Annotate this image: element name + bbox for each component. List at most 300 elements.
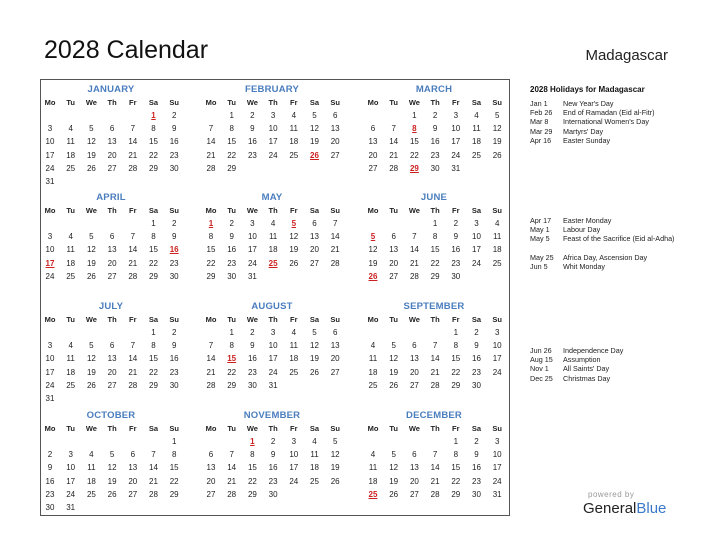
day-cell[interactable]: 25 — [289, 150, 299, 160]
day-cell[interactable]: 31 — [492, 489, 502, 499]
day-cell[interactable]: 10 — [268, 341, 278, 351]
day-cell[interactable]: 24 — [472, 258, 481, 268]
day-cell[interactable]: 12 — [289, 232, 299, 242]
day-cell[interactable]: 29 — [206, 271, 216, 281]
day-cell[interactable]: 14 — [227, 463, 237, 473]
day-cell[interactable]: 2 — [171, 111, 177, 120]
day-cell[interactable]: 4 — [89, 450, 94, 460]
day-cell[interactable]: 17 — [492, 354, 502, 364]
day-cell[interactable]: 9 — [474, 341, 479, 351]
day-cell[interactable]: 14 — [206, 354, 216, 364]
day-cell[interactable]: 28 — [330, 258, 340, 268]
day-cell[interactable]: 22 — [451, 476, 461, 486]
day-cell[interactable]: 21 — [128, 258, 138, 268]
day-cell[interactable]: 19 — [310, 137, 319, 147]
day-cell[interactable]: 21 — [206, 150, 216, 160]
day-cell[interactable]: 10 — [492, 341, 502, 351]
day-cell[interactable]: 7 — [332, 219, 338, 228]
day-cell[interactable]: 18 — [289, 137, 299, 147]
holiday-day-cell[interactable]: 16 — [169, 245, 179, 255]
day-cell[interactable]: 20 — [330, 354, 340, 364]
day-cell[interactable]: 14 — [128, 354, 138, 364]
day-cell[interactable]: 21 — [430, 367, 440, 377]
day-cell[interactable]: 11 — [87, 463, 96, 473]
day-cell[interactable]: 8 — [432, 232, 438, 242]
day-cell[interactable]: 23 — [451, 258, 461, 268]
day-cell[interactable]: 29 — [149, 163, 158, 173]
day-cell[interactable]: 19 — [86, 150, 96, 160]
day-cell[interactable]: 4 — [312, 437, 317, 446]
day-cell[interactable]: 22 — [206, 258, 216, 268]
day-cell[interactable]: 1 — [453, 328, 459, 337]
day-cell[interactable]: 15 — [149, 245, 158, 255]
day-cell[interactable]: 28 — [128, 271, 138, 281]
day-cell[interactable]: 8 — [171, 450, 177, 460]
day-cell[interactable]: 27 — [330, 150, 340, 160]
day-cell[interactable]: 15 — [227, 137, 237, 147]
day-cell[interactable]: 26 — [289, 258, 299, 268]
day-cell[interactable]: 11 — [493, 232, 502, 242]
day-cell[interactable]: 29 — [227, 163, 237, 173]
day-cell[interactable]: 14 — [128, 245, 138, 255]
day-cell[interactable]: 30 — [169, 271, 179, 281]
day-cell[interactable]: 20 — [107, 258, 117, 268]
day-cell[interactable]: 28 — [227, 489, 237, 499]
day-cell[interactable]: 20 — [107, 150, 117, 160]
day-cell[interactable]: 20 — [128, 476, 138, 486]
day-cell[interactable]: 6 — [332, 111, 338, 120]
day-cell[interactable]: 19 — [389, 367, 399, 377]
day-cell[interactable]: 2 — [453, 219, 459, 228]
day-cell[interactable]: 28 — [206, 380, 216, 390]
day-cell[interactable]: 17 — [66, 476, 76, 486]
day-cell[interactable]: 24 — [247, 258, 257, 268]
holiday-day-cell[interactable]: 26 — [368, 271, 378, 281]
day-cell[interactable]: 4 — [370, 341, 376, 351]
day-cell[interactable]: 1 — [453, 437, 459, 446]
day-cell[interactable]: 23 — [472, 367, 481, 377]
day-cell[interactable]: 24 — [268, 367, 278, 377]
day-cell[interactable]: 5 — [89, 232, 94, 242]
day-cell[interactable]: 8 — [453, 341, 459, 351]
day-cell[interactable]: 2 — [432, 111, 438, 120]
day-cell[interactable]: 11 — [289, 124, 298, 134]
day-cell[interactable]: 4 — [68, 124, 73, 134]
day-cell[interactable]: 30 — [169, 380, 179, 390]
day-cell[interactable]: 31 — [451, 163, 461, 173]
day-cell[interactable]: 17 — [289, 463, 299, 473]
day-cell[interactable]: 7 — [432, 341, 438, 351]
day-cell[interactable]: 8 — [151, 341, 156, 351]
day-cell[interactable]: 20 — [389, 258, 399, 268]
day-cell[interactable]: 13 — [330, 341, 340, 351]
day-cell[interactable]: 3 — [250, 219, 255, 228]
day-cell[interactable]: 12 — [492, 124, 502, 134]
day-cell[interactable]: 7 — [208, 124, 214, 134]
day-cell[interactable]: 15 — [206, 245, 216, 255]
day-cell[interactable]: 3 — [270, 111, 276, 120]
day-cell[interactable]: 18 — [472, 137, 481, 147]
day-cell[interactable]: 4 — [291, 328, 297, 337]
day-cell[interactable]: 12 — [86, 137, 96, 147]
day-cell[interactable]: 25 — [492, 258, 502, 268]
day-cell[interactable]: 21 — [389, 150, 399, 160]
day-cell[interactable]: 3 — [494, 437, 500, 446]
day-cell[interactable]: 25 — [66, 271, 76, 281]
day-cell[interactable]: 6 — [208, 450, 214, 460]
day-cell[interactable]: 6 — [312, 219, 317, 228]
day-cell[interactable]: 30 — [268, 489, 278, 499]
day-cell[interactable]: 18 — [66, 367, 76, 377]
day-cell[interactable]: 16 — [169, 354, 179, 364]
day-cell[interactable]: 10 — [45, 137, 55, 147]
day-cell[interactable]: 23 — [430, 150, 440, 160]
day-cell[interactable]: 21 — [227, 476, 237, 486]
day-cell[interactable]: 8 — [208, 232, 214, 242]
day-cell[interactable]: 14 — [149, 463, 158, 473]
day-cell[interactable]: 3 — [474, 219, 479, 228]
day-cell[interactable]: 30 — [247, 380, 257, 390]
day-cell[interactable]: 22 — [227, 367, 237, 377]
day-cell[interactable]: 20 — [310, 245, 319, 255]
day-cell[interactable]: 21 — [128, 367, 138, 377]
brand-logo[interactable] — [583, 500, 666, 517]
day-cell[interactable]: 27 — [107, 163, 117, 173]
holiday-day-cell[interactable]: 5 — [370, 232, 376, 242]
day-cell[interactable]: 29 — [149, 271, 158, 281]
day-cell[interactable]: 30 — [451, 271, 461, 281]
day-cell[interactable]: 1 — [229, 111, 234, 120]
day-cell[interactable]: 20 — [107, 367, 117, 377]
day-cell[interactable]: 11 — [310, 450, 319, 460]
holiday-day-cell[interactable]: 26 — [310, 150, 319, 160]
day-cell[interactable]: 8 — [151, 124, 156, 134]
day-cell[interactable]: 6 — [332, 328, 338, 337]
day-cell[interactable]: 27 — [330, 367, 340, 377]
day-cell[interactable]: 13 — [107, 245, 117, 255]
day-cell[interactable]: 16 — [247, 137, 257, 147]
day-cell[interactable]: 23 — [472, 476, 481, 486]
day-cell[interactable]: 7 — [151, 450, 156, 460]
day-cell[interactable]: 13 — [368, 137, 378, 147]
day-cell[interactable]: 3 — [453, 111, 459, 120]
day-cell[interactable]: 28 — [206, 163, 216, 173]
day-cell[interactable]: 16 — [472, 354, 481, 364]
holiday-day-cell[interactable]: 15 — [227, 354, 237, 364]
day-cell[interactable]: 11 — [66, 245, 75, 255]
day-cell[interactable]: 28 — [409, 271, 419, 281]
day-cell[interactable]: 3 — [291, 437, 297, 446]
day-cell[interactable]: 29 — [451, 489, 461, 499]
day-cell[interactable]: 15 — [247, 463, 257, 473]
day-cell[interactable]: 18 — [66, 150, 76, 160]
day-cell[interactable]: 13 — [206, 463, 216, 473]
day-cell[interactable]: 5 — [391, 450, 396, 460]
day-cell[interactable]: 13 — [330, 124, 340, 134]
day-cell[interactable]: 9 — [250, 341, 255, 351]
holiday-day-cell[interactable]: 25 — [368, 489, 378, 499]
day-cell[interactable]: 9 — [171, 124, 177, 134]
day-cell[interactable]: 15 — [430, 245, 440, 255]
day-cell[interactable]: 28 — [128, 380, 138, 390]
day-cell[interactable]: 31 — [268, 380, 278, 390]
day-cell[interactable]: 27 — [409, 380, 419, 390]
day-cell[interactable]: 3 — [47, 124, 53, 134]
day-cell[interactable]: 6 — [130, 450, 136, 460]
day-cell[interactable]: 5 — [312, 111, 317, 120]
day-cell[interactable]: 25 — [310, 476, 319, 486]
holiday-day-cell[interactable]: 1 — [151, 111, 156, 120]
day-cell[interactable]: 28 — [128, 163, 138, 173]
day-cell[interactable]: 17 — [247, 245, 257, 255]
day-cell[interactable]: 18 — [310, 463, 319, 473]
day-cell[interactable]: 11 — [472, 124, 481, 134]
day-cell[interactable]: 19 — [368, 258, 378, 268]
day-cell[interactable]: 4 — [270, 219, 276, 228]
day-cell[interactable]: 22 — [430, 258, 440, 268]
day-cell[interactable]: 9 — [270, 450, 276, 460]
day-cell[interactable]: 19 — [310, 354, 319, 364]
day-cell[interactable]: 10 — [492, 450, 502, 460]
day-cell[interactable]: 22 — [169, 476, 179, 486]
day-cell[interactable]: 19 — [492, 137, 502, 147]
day-cell[interactable]: 4 — [370, 450, 376, 460]
day-cell[interactable]: 11 — [368, 463, 378, 473]
day-cell[interactable]: 7 — [432, 450, 438, 460]
day-cell[interactable]: 9 — [250, 124, 255, 134]
day-cell[interactable]: 9 — [171, 341, 177, 351]
day-cell[interactable]: 2 — [250, 111, 255, 120]
day-cell[interactable]: 26 — [86, 163, 96, 173]
day-cell[interactable]: 21 — [330, 245, 340, 255]
day-cell[interactable]: 19 — [289, 245, 299, 255]
day-cell[interactable]: 14 — [389, 137, 399, 147]
day-cell[interactable]: 23 — [247, 150, 257, 160]
day-cell[interactable]: 7 — [229, 450, 234, 460]
day-cell[interactable]: 9 — [47, 463, 53, 473]
day-cell[interactable]: 25 — [66, 163, 76, 173]
day-cell[interactable]: 12 — [107, 463, 117, 473]
day-cell[interactable]: 27 — [310, 258, 319, 268]
day-cell[interactable]: 20 — [368, 150, 378, 160]
day-cell[interactable]: 23 — [169, 367, 179, 377]
day-cell[interactable]: 11 — [66, 137, 75, 147]
day-cell[interactable]: 2 — [171, 328, 177, 337]
day-cell[interactable]: 11 — [66, 354, 75, 364]
day-cell[interactable]: 13 — [107, 137, 117, 147]
day-cell[interactable]: 3 — [270, 328, 276, 337]
day-cell[interactable]: 26 — [492, 150, 502, 160]
day-cell[interactable]: 22 — [149, 258, 158, 268]
day-cell[interactable]: 24 — [45, 163, 55, 173]
day-cell[interactable]: 14 — [430, 354, 440, 364]
day-cell[interactable]: 26 — [310, 367, 319, 377]
day-cell[interactable]: 29 — [149, 380, 158, 390]
day-cell[interactable]: 2 — [229, 219, 234, 228]
day-cell[interactable]: 19 — [86, 258, 96, 268]
day-cell[interactable]: 22 — [227, 150, 237, 160]
day-cell[interactable]: 18 — [368, 367, 378, 377]
day-cell[interactable]: 9 — [229, 232, 234, 242]
day-cell[interactable]: 15 — [451, 463, 461, 473]
day-cell[interactable]: 5 — [494, 111, 500, 120]
day-cell[interactable]: 8 — [229, 124, 234, 134]
day-cell[interactable]: 2 — [474, 328, 479, 337]
day-cell[interactable]: 29 — [430, 271, 440, 281]
day-cell[interactable]: 22 — [451, 367, 461, 377]
day-cell[interactable]: 13 — [128, 463, 138, 473]
day-cell[interactable]: 30 — [169, 163, 179, 173]
day-cell[interactable]: 4 — [68, 232, 73, 242]
day-cell[interactable]: 30 — [227, 271, 237, 281]
day-cell[interactable]: 23 — [45, 489, 55, 499]
day-cell[interactable]: 15 — [149, 137, 158, 147]
day-cell[interactable]: 16 — [45, 476, 55, 486]
day-cell[interactable]: 9 — [474, 450, 479, 460]
day-cell[interactable]: 27 — [368, 163, 378, 173]
day-cell[interactable]: 9 — [171, 232, 177, 242]
day-cell[interactable]: 13 — [409, 354, 419, 364]
holiday-day-cell[interactable]: 5 — [291, 219, 297, 228]
holiday-day-cell[interactable]: 8 — [412, 124, 417, 134]
day-cell[interactable]: 21 — [430, 476, 440, 486]
day-cell[interactable]: 11 — [268, 232, 278, 242]
day-cell[interactable]: 27 — [389, 271, 399, 281]
day-cell[interactable]: 1 — [151, 219, 156, 228]
day-cell[interactable]: 24 — [45, 380, 55, 390]
day-cell[interactable]: 14 — [430, 463, 440, 473]
day-cell[interactable]: 2 — [47, 450, 53, 460]
day-cell[interactable]: 6 — [109, 124, 115, 134]
day-cell[interactable]: 29 — [169, 489, 179, 499]
day-cell[interactable]: 24 — [492, 476, 502, 486]
day-cell[interactable]: 7 — [130, 124, 136, 134]
day-cell[interactable]: 20 — [409, 476, 419, 486]
day-cell[interactable]: 24 — [289, 476, 299, 486]
day-cell[interactable]: 31 — [45, 394, 55, 403]
day-cell[interactable]: 30 — [430, 163, 440, 173]
day-cell[interactable]: 12 — [389, 463, 399, 473]
day-cell[interactable]: 10 — [472, 232, 481, 242]
day-cell[interactable]: 12 — [310, 341, 319, 351]
day-cell[interactable]: 18 — [289, 354, 299, 364]
day-cell[interactable]: 19 — [107, 476, 117, 486]
day-cell[interactable]: 14 — [128, 137, 138, 147]
day-cell[interactable]: 4 — [494, 219, 500, 228]
day-cell[interactable]: 13 — [310, 232, 319, 242]
day-cell[interactable]: 2 — [270, 437, 276, 446]
day-cell[interactable]: 21 — [128, 150, 138, 160]
day-cell[interactable]: 27 — [128, 489, 138, 499]
day-cell[interactable]: 16 — [169, 137, 179, 147]
day-cell[interactable]: 4 — [68, 341, 73, 351]
day-cell[interactable]: 15 — [451, 354, 461, 364]
day-cell[interactable]: 26 — [330, 476, 340, 486]
day-cell[interactable]: 24 — [451, 150, 461, 160]
day-cell[interactable]: 15 — [149, 354, 158, 364]
day-cell[interactable]: 24 — [66, 489, 76, 499]
day-cell[interactable]: 10 — [45, 245, 55, 255]
day-cell[interactable]: 12 — [86, 354, 96, 364]
day-cell[interactable]: 5 — [332, 437, 338, 446]
day-cell[interactable]: 3 — [68, 450, 73, 460]
day-cell[interactable]: 25 — [86, 489, 96, 499]
day-cell[interactable]: 22 — [149, 367, 158, 377]
day-cell[interactable]: 18 — [368, 476, 378, 486]
day-cell[interactable]: 26 — [86, 271, 96, 281]
day-cell[interactable]: 8 — [453, 450, 459, 460]
day-cell[interactable]: 10 — [289, 450, 299, 460]
day-cell[interactable]: 20 — [206, 476, 216, 486]
day-cell[interactable]: 28 — [430, 489, 440, 499]
day-cell[interactable]: 13 — [107, 354, 117, 364]
day-cell[interactable]: 27 — [409, 489, 419, 499]
day-cell[interactable]: 17 — [472, 245, 481, 255]
day-cell[interactable]: 6 — [109, 341, 115, 351]
day-cell[interactable]: 23 — [247, 367, 257, 377]
day-cell[interactable]: 24 — [492, 367, 502, 377]
day-cell[interactable]: 7 — [130, 341, 136, 351]
day-cell[interactable]: 22 — [149, 150, 158, 160]
day-cell[interactable]: 22 — [247, 476, 257, 486]
day-cell[interactable]: 5 — [312, 328, 317, 337]
day-cell[interactable]: 26 — [86, 380, 96, 390]
day-cell[interactable]: 19 — [389, 476, 399, 486]
day-cell[interactable]: 21 — [206, 367, 216, 377]
day-cell[interactable]: 9 — [453, 232, 459, 242]
day-cell[interactable]: 6 — [109, 232, 115, 242]
day-cell[interactable]: 20 — [330, 137, 340, 147]
day-cell[interactable]: 15 — [409, 137, 419, 147]
day-cell[interactable]: 31 — [45, 177, 55, 186]
day-cell[interactable]: 12 — [86, 245, 96, 255]
day-cell[interactable]: 17 — [451, 137, 461, 147]
day-cell[interactable]: 6 — [391, 232, 396, 242]
day-cell[interactable]: 25 — [472, 150, 481, 160]
day-cell[interactable]: 16 — [472, 463, 481, 473]
day-cell[interactable]: 1 — [229, 328, 234, 337]
day-cell[interactable]: 18 — [492, 245, 502, 255]
day-cell[interactable]: 24 — [45, 271, 55, 281]
day-cell[interactable]: 26 — [389, 489, 399, 499]
day-cell[interactable]: 16 — [451, 245, 461, 255]
day-cell[interactable]: 21 — [149, 476, 158, 486]
day-cell[interactable]: 9 — [432, 124, 438, 134]
day-cell[interactable]: 31 — [66, 503, 76, 512]
day-cell[interactable]: 24 — [268, 150, 278, 160]
day-cell[interactable]: 17 — [492, 463, 502, 473]
day-cell[interactable]: 20 — [409, 367, 419, 377]
holiday-day-cell[interactable]: 1 — [250, 437, 255, 446]
day-cell[interactable]: 7 — [130, 232, 136, 242]
day-cell[interactable]: 27 — [107, 380, 117, 390]
day-cell[interactable]: 2 — [171, 219, 177, 228]
day-cell[interactable]: 3 — [494, 328, 500, 337]
day-cell[interactable]: 29 — [247, 489, 257, 499]
day-cell[interactable]: 25 — [289, 367, 299, 377]
day-cell[interactable]: 25 — [368, 380, 378, 390]
day-cell[interactable]: 4 — [474, 111, 479, 120]
day-cell[interactable]: 10 — [247, 232, 257, 242]
day-cell[interactable]: 26 — [107, 489, 117, 499]
day-cell[interactable]: 31 — [247, 271, 257, 281]
day-cell[interactable]: 12 — [389, 354, 399, 364]
day-cell[interactable]: 17 — [268, 137, 278, 147]
day-cell[interactable]: 2 — [474, 437, 479, 446]
day-cell[interactable]: 29 — [451, 380, 461, 390]
holiday-day-cell[interactable]: 17 — [45, 258, 55, 268]
day-cell[interactable]: 7 — [208, 341, 214, 351]
